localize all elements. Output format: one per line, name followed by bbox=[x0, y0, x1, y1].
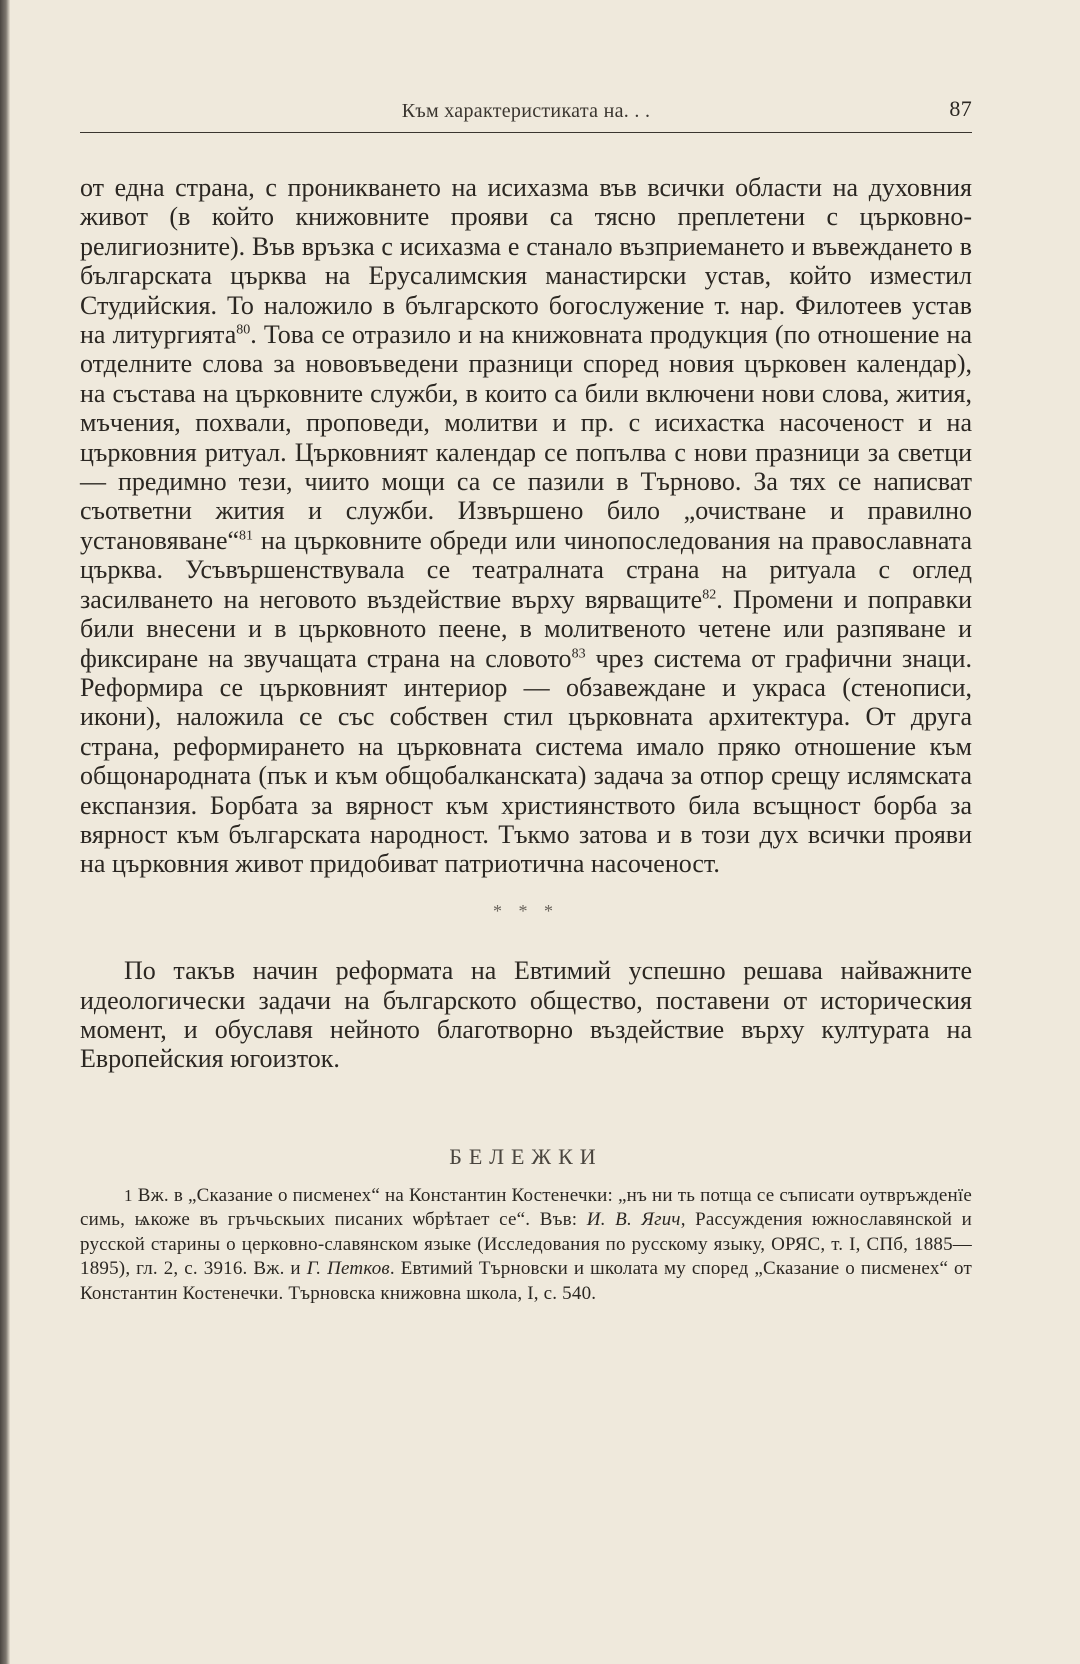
paragraph-1-segment: чрез система от графични знаци. Реформира се църковният интериор — обзавеждане и украса (стенописи, икони), наложила се със собствен стил църковната архитектура. От друга страна, реформирането на църковната система имало пряко отношение към общонародната (пък и към общобалканската) задача за отпор срещу ислямската експанзия. Борбата за вярност към християнството била всъщност борба за вярност към българската народност. Тъкмо затова и в този дух всички прояви на църковния живот придобиват патриотична насоченост. bbox=[80, 643, 972, 879]
paragraph-2: По такъв начин реформата на Евтимий успешно решава найважните идеологически задачи на българското общество, поставени от историческия момент, и обуславя нейното благотворно въздействие върху културата на Европейския югоизток. bbox=[80, 956, 972, 1074]
paragraph-1-segment: от една страна, с проникването на исихазма във всички области на духовния живот (в който книжовните прояви са тясно преплетени с църковно-религиозните). Във връзка с исихазма е станало възприемането и въвеждането в българската църква на Ерусалимския манастирски устав, който изместил Студийския. То наложило в българското богослужение т. нар. Филотеев устав на литургията bbox=[80, 173, 972, 350]
main-text bbox=[80, 173, 972, 1074]
footnote-text: Вж. в „Сказание о писменех“ на Константин Костенечки: „нъ ни ть потща се съписати оутвръжденїе симь, ѩкоже въ гръчьскыих писаних ѡбрѣтает се“. Във: bbox=[80, 1184, 972, 1231]
paragraph-1-segment: . Промени и поправки били внесени и в църковното пеене, в молитвеното четене или разпяване и фиксиране на звучащата страна на словото bbox=[80, 584, 972, 673]
section-separator: * * * bbox=[493, 900, 559, 921]
paragraph-1-segment: . Това се отразило и на книжовната продукция (по отношение на отделните слова за нововъведени празници според новия църковен календар), на състава на църковните служби, в които са били включени нови слова, жития, мъчения, похвали, проповеди, молитви и пр. с исихастка насоченост и на църковния ритуал. Църковният календар се попълва с нови празници за светци — предимно тези, чиито мощи са се пазили в Търново. За тях се написват съответни жития и служби. Извършено било „очистване и правилно установяване“ bbox=[80, 320, 972, 555]
book-page bbox=[80, 92, 972, 1306]
footnote-1 bbox=[80, 1184, 972, 1307]
paragraph-1 bbox=[80, 173, 972, 879]
running-header bbox=[80, 92, 972, 133]
footnote-text: , Рассуждения южнославянской и русской старины о церковно-славянском языке (Исследования по русскому языку, ОРЯС, т. I, СПб, 1885—1895), гл. 2, с. 3916. Вж. и bbox=[80, 1209, 973, 1280]
footnote-mark: 1 bbox=[124, 1185, 133, 1205]
running-title: Към характеристиката на. . . bbox=[401, 100, 651, 122]
page-number: 87 bbox=[949, 96, 972, 121]
footnotes bbox=[80, 1184, 972, 1307]
footnote-ref-80: 80 bbox=[236, 322, 251, 338]
footnote-ref-81: 81 bbox=[239, 528, 254, 544]
cited-author: Г. Петков bbox=[306, 1258, 390, 1280]
footnote-text: . Евтимий Търновски и школата му според „Сказание о писменех“ от Константин Костенечки. Търновска книжовна школа, I, с. 540. bbox=[80, 1258, 972, 1304]
paragraph-1-segment: на църковните обреди или чинопоследования на православната църква. Усъвършенствувала се театралната страна на ритуала с оглед засилването на неговото въздействие върху вярващите bbox=[80, 525, 972, 614]
book-spine-shadow bbox=[0, 0, 10, 1664]
cited-author: И. В. Ягич bbox=[586, 1209, 681, 1231]
footnote-ref-83: 83 bbox=[571, 645, 586, 661]
footnote-ref-82: 82 bbox=[702, 587, 717, 603]
notes-heading: БЕЛЕЖКИ bbox=[449, 1143, 603, 1169]
